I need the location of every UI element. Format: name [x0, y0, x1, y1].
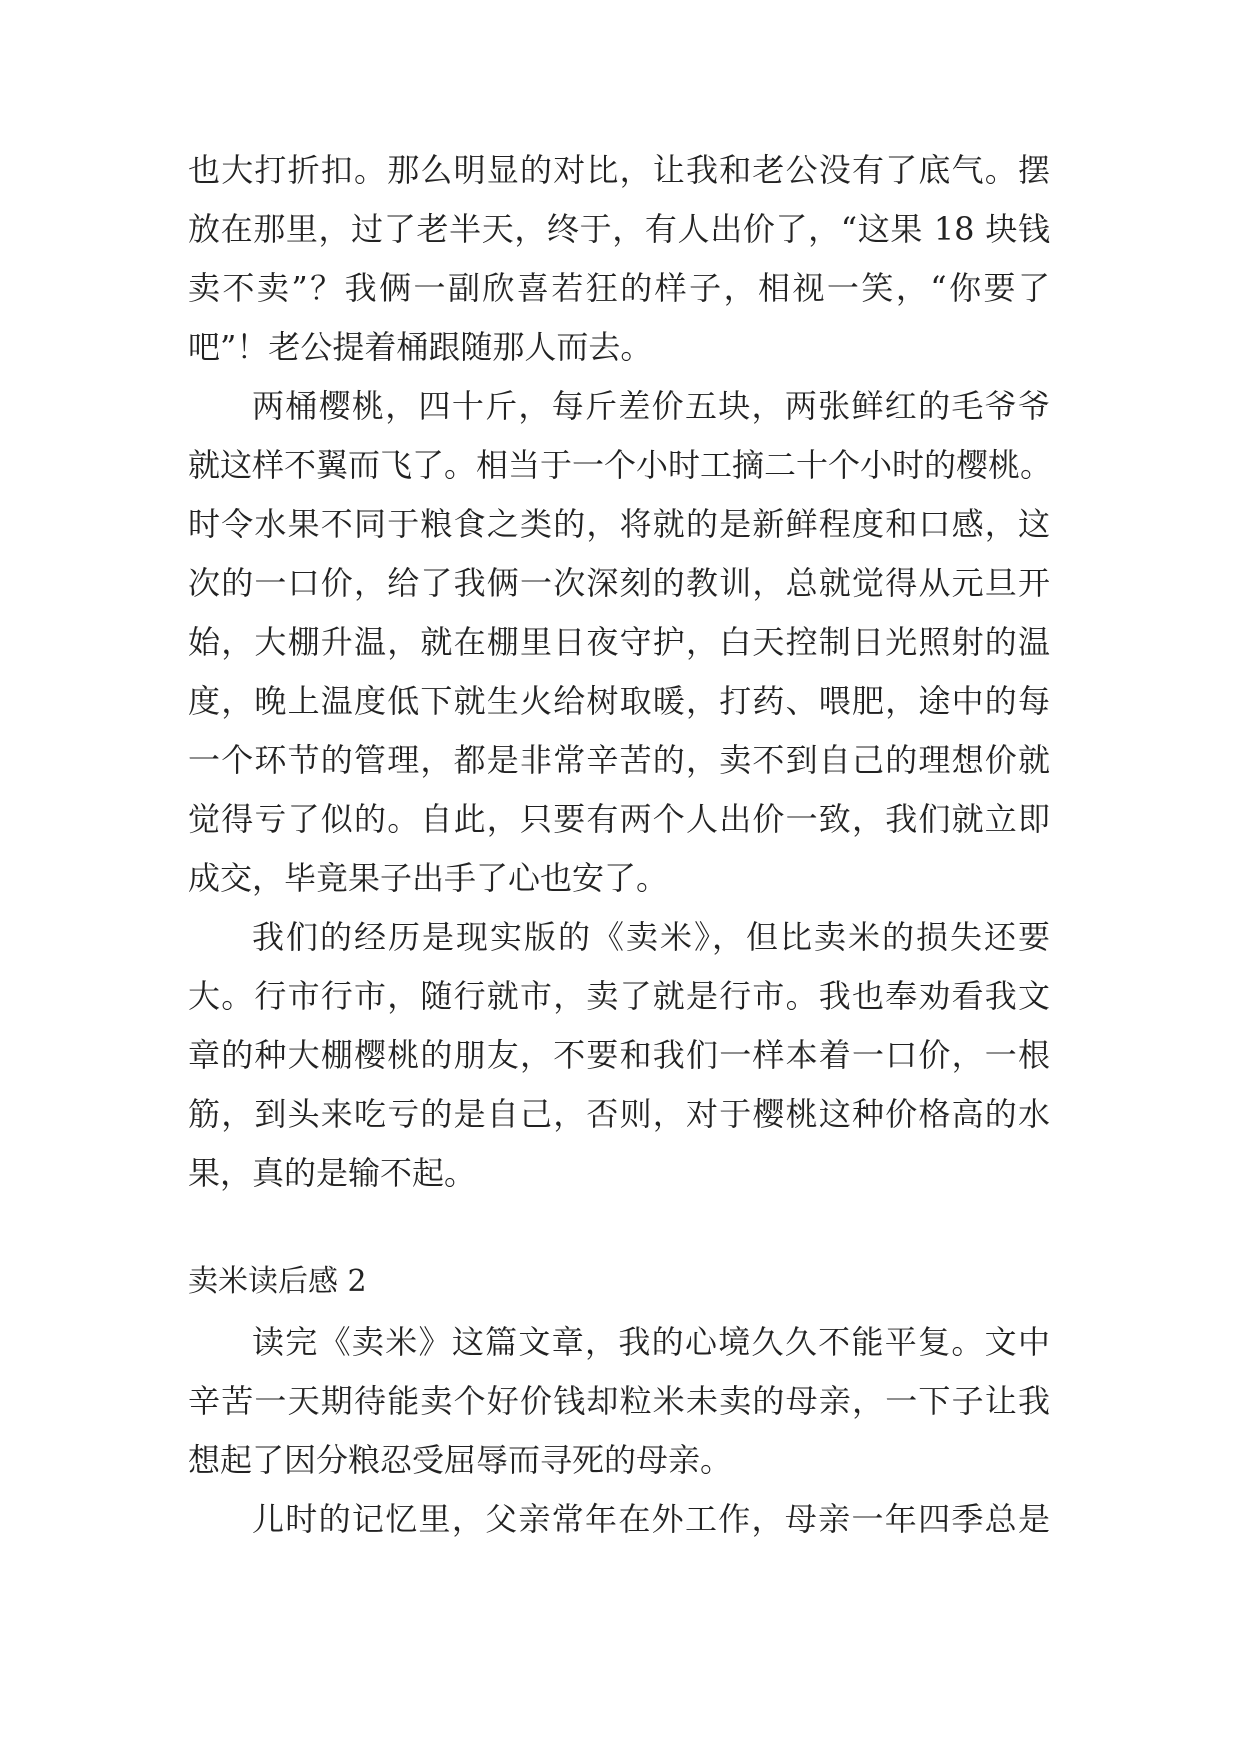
text-line: 章的种大棚樱桃的朋友，不要和我们一样本着一口价，一根: [188, 1036, 1050, 1074]
text-line: 想起了因分粮忍受屈辱而寻死的母亲。: [188, 1441, 733, 1479]
text-line: 觉得亏了似的。自此，只要有两个人出价一致，我们就立即: [188, 800, 1050, 838]
text-line: 卖不卖”？我俩一副欣喜若狂的样子，相视一笑，“你要了: [188, 269, 1050, 307]
text-line: 放在那里，过了老半天，终于，有人出价了，“这果 18 块钱: [188, 210, 1050, 248]
text-line: 读完《卖米》这篇文章，我的心境久久不能平复。文中: [252, 1323, 1050, 1361]
text-line: 也大打折扣。那么明显的对比，让我和老公没有了底气。摆: [188, 151, 1050, 189]
text-line: 成交，毕竟果子出手了心也安了。: [188, 859, 669, 897]
text-line: 儿时的记忆里，父亲常年在外工作，母亲一年四季总是: [252, 1500, 1050, 1538]
section-heading: 卖米读后感 2: [188, 1264, 367, 1299]
text-line: 时令水果不同于粮食之类的，将就的是新鲜程度和口感，这: [188, 505, 1050, 543]
text-line: 大。行市行市，随行就市，卖了就是行市。我也奉劝看我文: [188, 977, 1050, 1015]
text-line: 吧”！老公提着桶跟随那人而去。: [188, 328, 653, 366]
text-line: 次的一口价，给了我俩一次深刻的教训，总就觉得从元旦开: [188, 564, 1050, 602]
text-line: 度，晚上温度低下就生火给树取暖，打药、喂肥，途中的每: [188, 682, 1050, 720]
text-line: 两桶樱桃，四十斤，每斤差价五块，两张鲜红的毛爷爷: [252, 387, 1050, 425]
text-line: 我们的经历是现实版的《卖米》，但比卖米的损失还要: [252, 918, 1050, 956]
text-line: 就这样不翼而飞了。相当于一个小时工摘二十个小时的樱桃。: [188, 446, 1053, 484]
text-line: 果，真的是输不起。: [188, 1154, 477, 1192]
text-line: 一个环节的管理，都是非常辛苦的，卖不到自己的理想价就: [188, 741, 1050, 779]
text-line: 辛苦一天期待能卖个好价钱却粒米未卖的母亲，一下子让我: [188, 1382, 1050, 1420]
text-line: 始，大棚升温，就在棚里日夜守护，白天控制日光照射的温: [188, 623, 1050, 661]
text-line: 筋，到头来吃亏的是自己，否则，对于樱桃这种价格高的水: [188, 1095, 1050, 1133]
